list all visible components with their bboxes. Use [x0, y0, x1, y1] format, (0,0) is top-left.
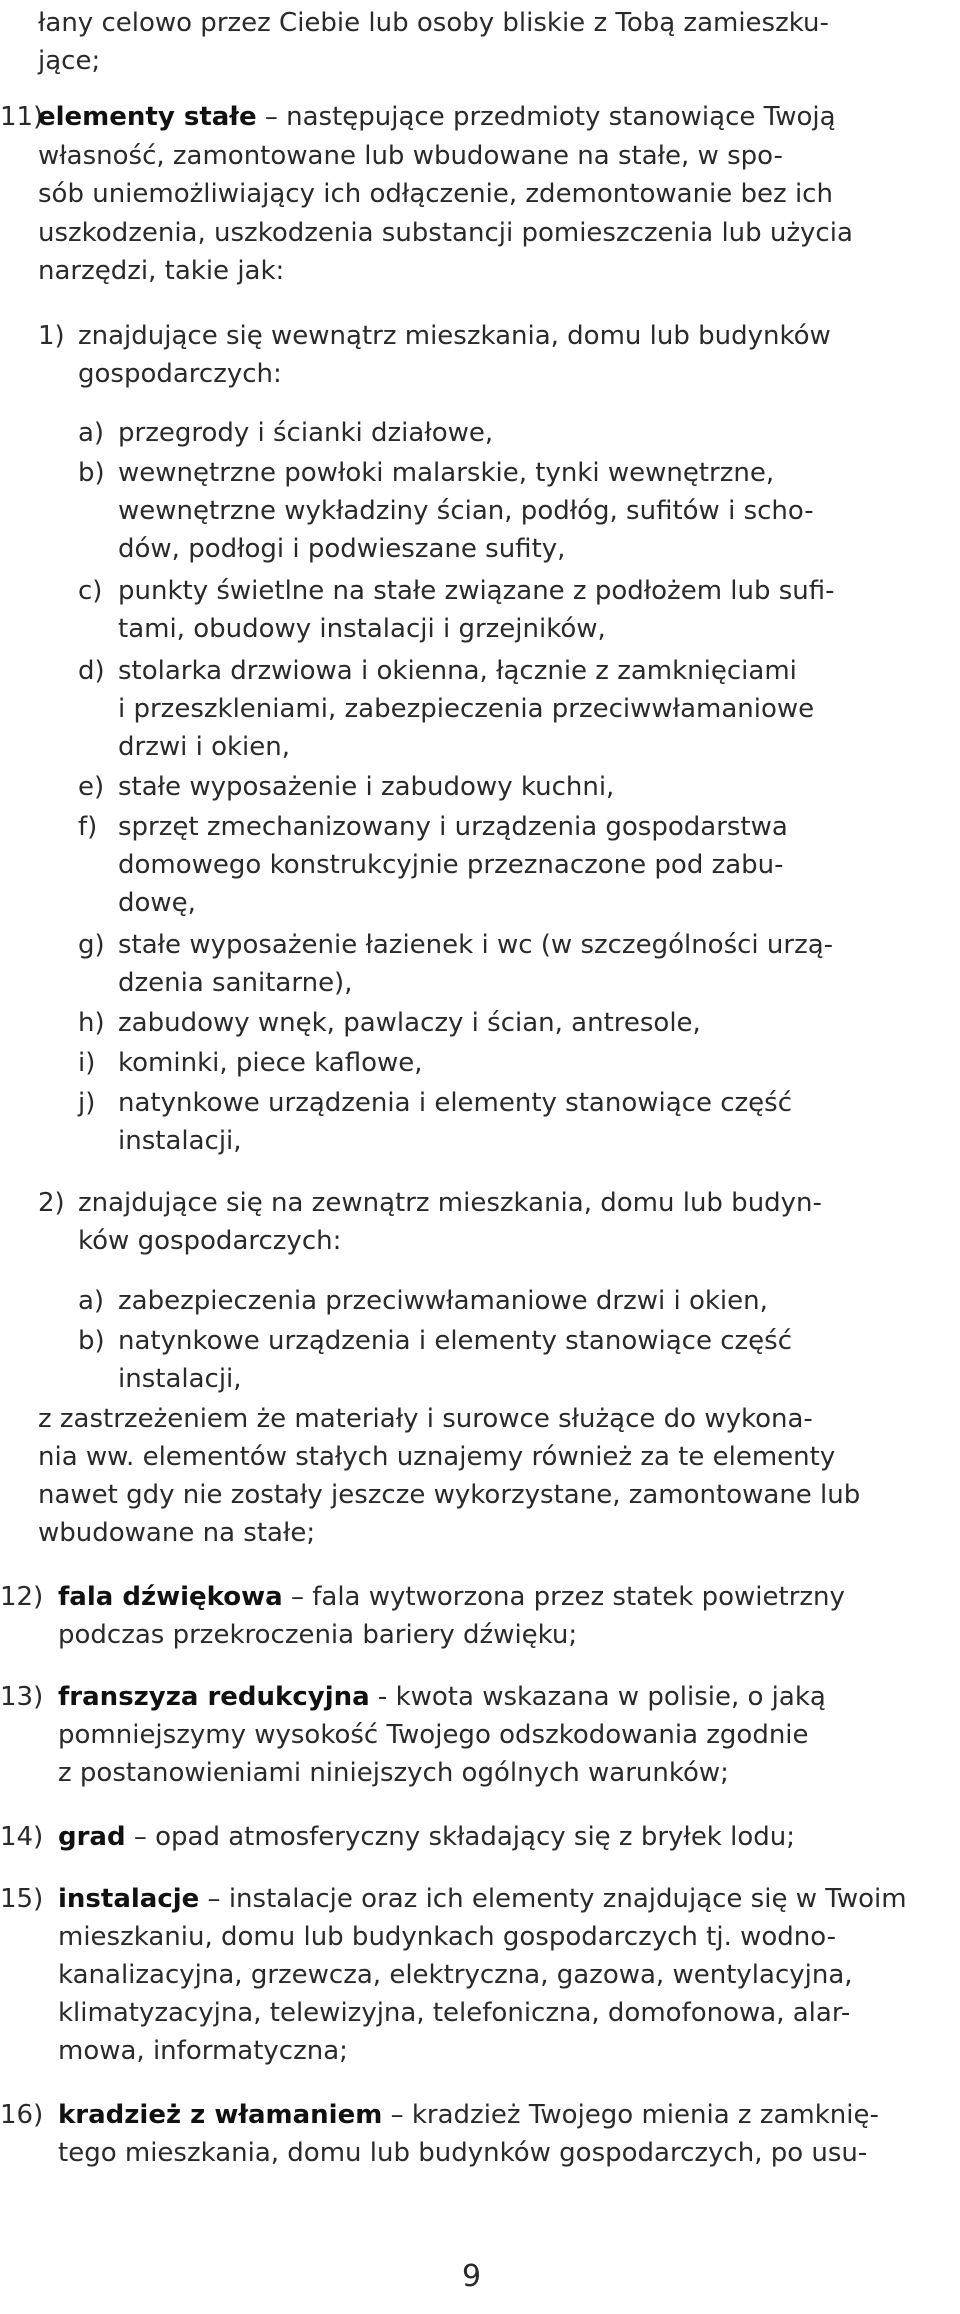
list-line: sprzęt zmechanizowany i urządzenia gospodarstwa — [118, 812, 788, 842]
list-line: drzwi i okien, — [118, 732, 291, 762]
list-line: i przeszkleniami, zabezpieczenia przeciwwłamaniowe — [118, 694, 815, 724]
definition-line: franszyza redukcyjna - kwota wskazana w polisie, o jaką — [58, 1682, 826, 1712]
list-line: dzenia sanitarne), — [118, 968, 353, 998]
list-line: stałe wyposażenie łazienek i wc (w szczególności urzą- — [118, 930, 834, 960]
list-line: domowego konstrukcyjnie przeznaczone pod zabu- — [118, 850, 784, 880]
definition-line: nawet gdy nie zostały jeszcze wykorzystane, zamontowane lub — [38, 1480, 861, 1510]
subitem-line: ków gospodarczych: — [78, 1226, 342, 1256]
letter-marker: f) — [78, 812, 98, 842]
subitem-line: gospodarczych: — [78, 359, 282, 389]
defined-term: fala dźwiękowa — [58, 1582, 283, 1612]
list-line: tami, obudowy instalacji i grzejników, — [118, 614, 606, 644]
item-number: 11) — [0, 102, 44, 132]
definition-line: narzędzi, takie jak: — [38, 256, 285, 286]
subitem-line: znajdujące się na zewnątrz mieszkania, domu lub budyn- — [78, 1188, 822, 1218]
item-number: 16) — [0, 2100, 44, 2130]
definition-line: z postanowieniami niniejszych ogólnych warunków; — [58, 1758, 729, 1788]
definition-line: z zastrzeżeniem że materiały i surowce służące do wykona- — [38, 1404, 813, 1434]
subitem-line: znajdujące się wewnątrz mieszkania, domu lub budynków — [78, 321, 831, 351]
letter-marker: g) — [78, 930, 105, 960]
letter-marker: c) — [78, 576, 103, 606]
defined-term: elementy stałe — [38, 102, 257, 132]
list-line: instalacji, — [118, 1364, 242, 1394]
list-line: natynkowe urządzenia i elementy stanowiące część — [118, 1326, 792, 1356]
definition-line: pomniejszymy wysokość Twojego odszkodowania zgodnie — [58, 1720, 809, 1750]
list-line: natynkowe urządzenia i elementy stanowiące część — [118, 1088, 792, 1118]
list-line: zabudowy wnęk, pawlaczy i ścian, antresole, — [118, 1008, 701, 1038]
definition-line: klimatyzacyjna, telewizyjna, telefoniczna, domofonowa, alar- — [58, 1998, 851, 2028]
subitem-number: 2) — [38, 1188, 65, 1218]
defined-term: instalacje — [58, 1884, 200, 1914]
item-number: 13) — [0, 1682, 44, 1712]
definition-line: tego mieszkania, domu lub budynków gospodarczych, po usu- — [58, 2138, 868, 2168]
letter-marker: h) — [78, 1008, 105, 1038]
definition-line: sób uniemożliwiający ich odłączenie, zdemontowanie bez ich — [38, 179, 833, 209]
item-number: 15) — [0, 1884, 44, 1914]
list-line: wewnętrzne wykładziny ścian, podłóg, sufitów i scho- — [118, 496, 814, 526]
intro-line: łany celowo przez Ciebie lub osoby bliskie z Tobą zamieszku- — [38, 8, 829, 38]
definition-line: elementy stałe – następujące przedmioty stanowiące Twoją — [38, 102, 836, 132]
list-line: wewnętrzne powłoki malarskie, tynki wewnętrzne, — [118, 458, 775, 488]
list-line: punkty świetlne na stałe związane z podłożem lub sufi- — [118, 576, 835, 606]
item-number: 14) — [0, 1822, 44, 1852]
letter-marker: e) — [78, 772, 105, 802]
list-line: instalacji, — [118, 1126, 242, 1156]
page-number: 9 — [462, 2259, 482, 2294]
definition-line: podczas przekroczenia bariery dźwięku; — [58, 1620, 578, 1650]
list-line: dowę, — [118, 888, 196, 918]
list-line: stałe wyposażenie i zabudowy kuchni, — [118, 772, 615, 802]
letter-marker: i) — [78, 1048, 96, 1078]
intro-line: jące; — [38, 46, 101, 76]
letter-marker: a) — [78, 418, 105, 448]
definition-line: fala dźwiękowa – fala wytworzona przez statek powietrzny — [58, 1582, 845, 1612]
list-line: stolarka drzwiowa i okienna, łącznie z zamknięciami — [118, 656, 797, 686]
definition-line: wbudowane na stałe; — [38, 1518, 316, 1548]
definition-line: kradzież z włamaniem – kradzież Twojego mienia z zamknię- — [58, 2100, 879, 2130]
letter-marker: j) — [78, 1088, 96, 1118]
list-line: kominki, piece kaflowe, — [118, 1048, 423, 1078]
list-line: dów, podłogi i podwieszane sufity, — [118, 534, 566, 564]
definition-line: własność, zamontowane lub wbudowane na stałe, w spo- — [38, 141, 783, 171]
item-number: 12) — [0, 1582, 44, 1612]
definition-line: instalacje – instalacje oraz ich elementy znajdujące się w Twoim — [58, 1884, 907, 1914]
defined-term: franszyza redukcyjna — [58, 1682, 370, 1712]
definition-line: mieszkaniu, domu lub budynkach gospodarczych tj. wodno- — [58, 1922, 837, 1952]
definition-line: grad – opad atmosferyczny składający się z bryłek lodu; — [58, 1822, 796, 1852]
letter-marker: b) — [78, 458, 105, 488]
defined-term: grad — [58, 1822, 126, 1852]
letter-marker: b) — [78, 1326, 105, 1356]
subitem-number: 1) — [38, 321, 65, 351]
list-line: przegrody i ścianki działowe, — [118, 418, 494, 448]
letter-marker: d) — [78, 656, 105, 686]
list-line: zabezpieczenia przeciwwłamaniowe drzwi i okien, — [118, 1286, 768, 1316]
definition-line: uszkodzenia, uszkodzenia substancji pomieszczenia lub użycia — [38, 218, 853, 248]
definition-line: nia ww. elementów stałych uznajemy również za te elementy — [38, 1442, 836, 1472]
letter-marker: a) — [78, 1286, 105, 1316]
definition-line: mowa, informatyczna; — [58, 2036, 348, 2066]
defined-term: kradzież z włamaniem — [58, 2100, 383, 2130]
definition-line: kanalizacyjna, grzewcza, elektryczna, gazowa, wentylacyjna, — [58, 1960, 853, 1990]
